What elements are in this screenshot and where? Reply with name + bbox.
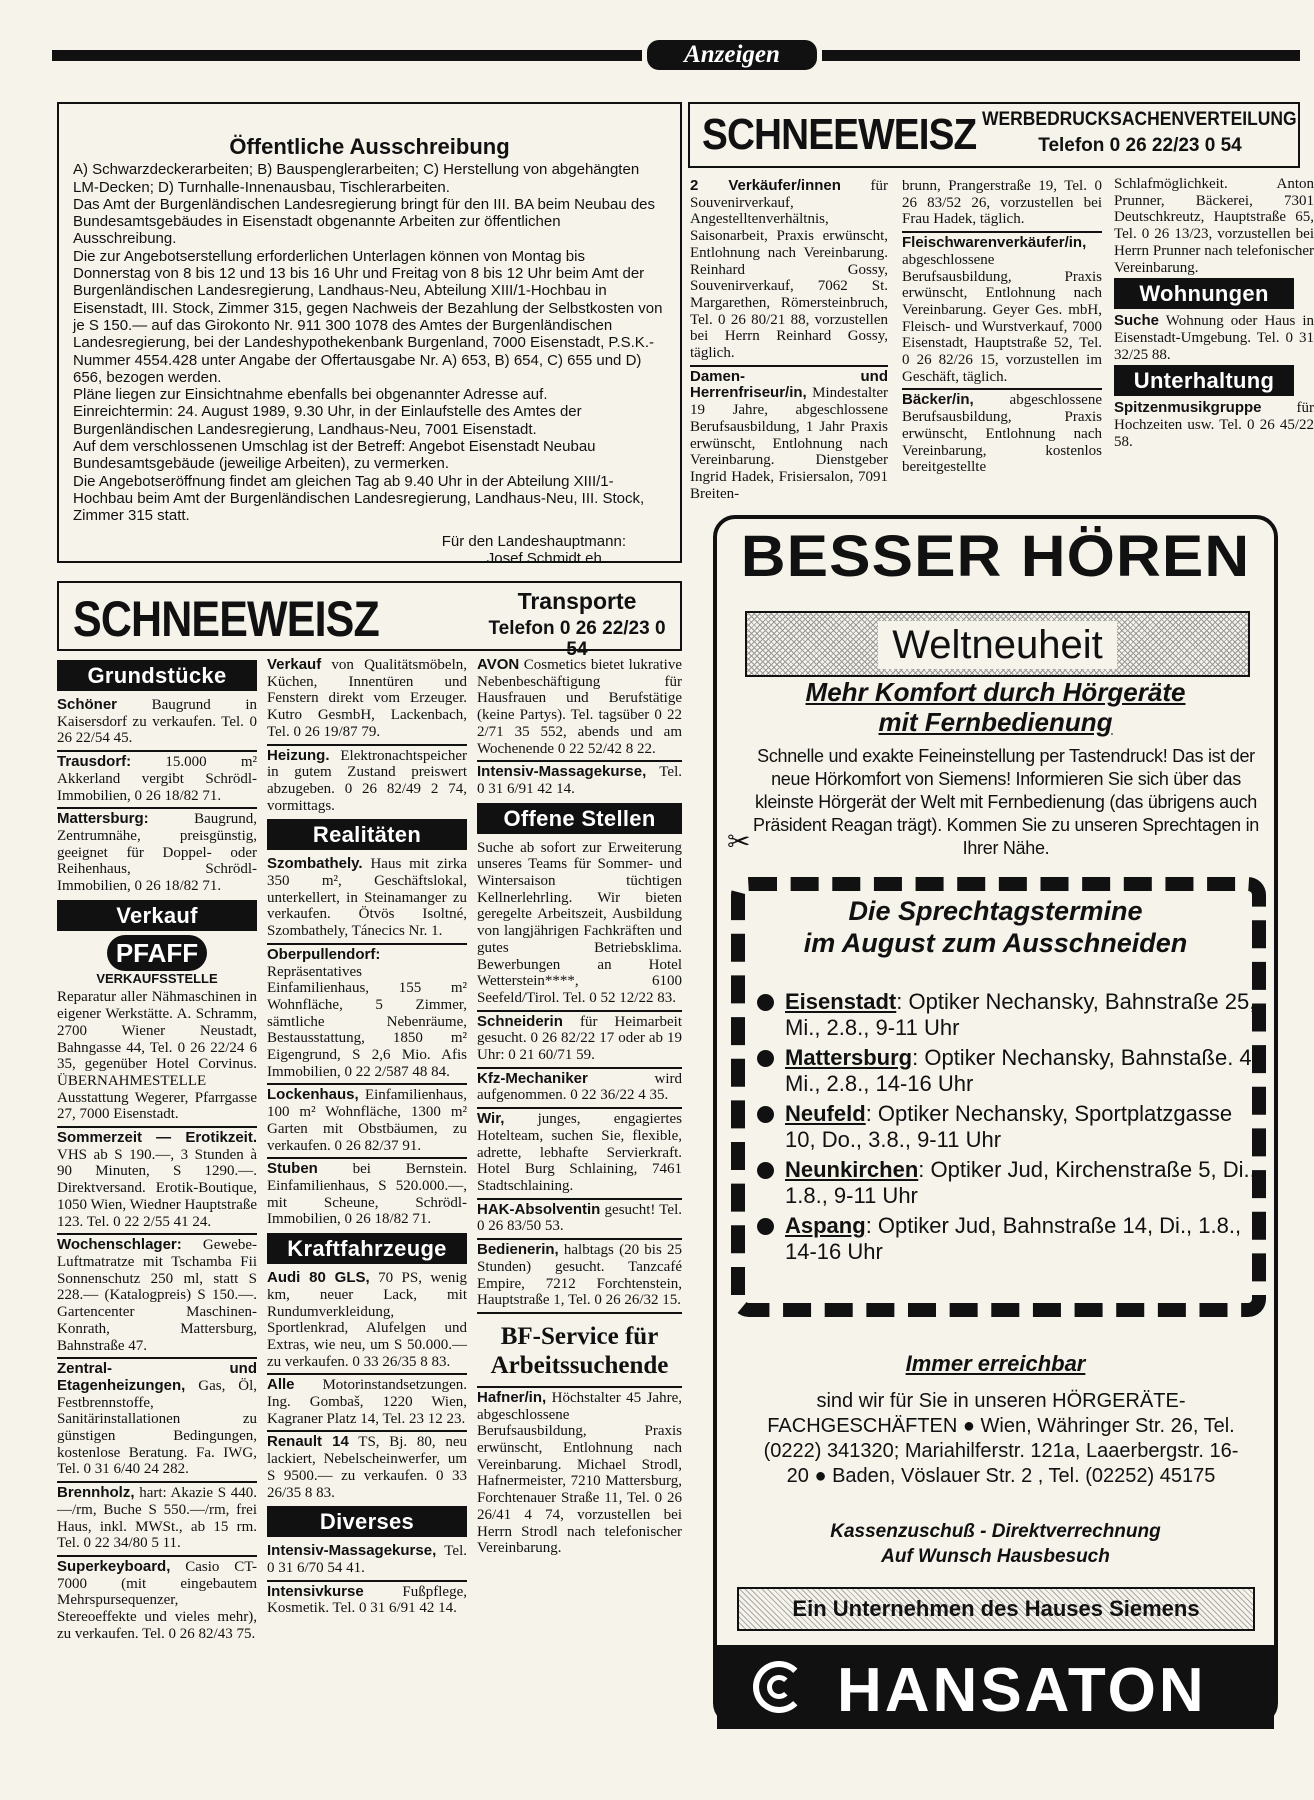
transporte-label: Transporte <box>517 588 637 614</box>
list-item: Superkeyboard, Casio CT-7000 (mit eingebautem Mehrspursequenzer, Stereoeffekte und vieles mehr), zu verkaufen. Tel. 0 26 82/43 75. <box>57 1557 258 1642</box>
jobs-column-1 <box>690 176 888 505</box>
siemens-banner: Ein Unternehmen des Hauses Siemens <box>737 1587 1255 1631</box>
coupon-title: Die Sprechtagstermine im August zum Ausschneiden <box>803 896 1188 958</box>
appointment-list <box>757 989 1267 1269</box>
schneeweisz-name: SCHNEEWEISZ <box>702 110 977 159</box>
list-item: Verkauf von Qualitätsmöbeln, Küchen, Innentüren und Fenstern direkt vom Erzeuger. Kutro GesmbH, Lackenbach, Tel. 0 26 19/87 79. <box>267 655 467 746</box>
tender-line: A) Schwarzdeckerarbeiten; B) Bauspenglerarbeiten; C) Herstellung von abgehängten LM-Decken; D) Turnhalle-Innenausbau, Tischlerarbeiten. <box>73 161 640 196</box>
tender-line: Auf dem verschlossenen Umschlag ist der Betreff: Angebot Eisenstadt Neubau Bundesamtsgebäude (jeweilige Arbeiten), zu vermerken. <box>73 438 596 473</box>
list-item: Neunkirchen: Optiker Jud, Kirchenstraße 5, Di., 1.8., 9-11 Uhr <box>757 1157 1267 1209</box>
transporte-phone: Telefon 0 26 22/23 0 54 <box>488 618 666 660</box>
pfaff-subtitle: VERKAUFSSTELLE <box>96 970 218 986</box>
list-item: Eisenstadt: Optiker Nechansky, Bahnstraße 25, Mi., 2.8., 9-11 Uhr <box>757 989 1267 1041</box>
tender-line: Die zur Angebotserstellung erforderlichen Unterlagen können von Montag bis Donnerstag von 8 bis 12 und 13 bis 16 Uhr und Freitag von 8 bis 12 Uhr beim Amt der Burgenländischen Landesregierung, Landhaus-Neu, Abteilung XIII/1-Hochbau in Eisenstadt, III. Stock, Zimmer 315, gegen Nachweis der Bezahlung der Selbstkosten von je S 150.— auf das Girokonto Nr. 911 300 1078 des Amtes der Burgenländischen Landesregierung, bei der Landeshypothekenbank Burgenland, 7000 Eisenstadt, P.S.K.-Nummer 4554.428 unter Angabe der Offertausgabe Nr. A) 653, B) 654, C) 655 und D) 656, bezogen werden. <box>73 247 663 386</box>
list-item: Intensivkurse Fußpflege, Kosmetik. Tel. 0 31 6/91 42 14. <box>267 1582 467 1617</box>
list-item: Oberpullendorf: Repräsentatives Einfamilienhaus, 155 m² Wohnfläche, 5 Zimmer, sämtliche Nebenräume, Bestausstattung, 1850 m² Eigengrund, S 2,6 Mio. Afis Immobilien, 0 22 2/587 48 84. <box>267 945 467 1086</box>
hansaton-logo <box>717 1645 1274 1729</box>
list-item: 2 Verkäufer/innen für Souvenirverkauf, Angestelltenverhältnis, Saisonarbeit, Praxis erwünscht, Entlohnung nach Vereinbarung. Reinhard Gossy, Souvenirverkauf, 7062 St. Margarethen, Römersteinbruch, Tel. 0 26 80/21 88, vorzustellen bei Herrn Reinhard Gossy, täglich. <box>690 176 888 367</box>
header-rule-right <box>822 50 1300 61</box>
classifieds-column-b <box>267 655 467 1620</box>
schneeweisz-transporte-ad <box>57 581 682 660</box>
bullet-icon <box>757 1162 774 1179</box>
list-item: Fleischwarenverkäufer/in, abgeschlossene Berufsausbildung, Praxis erwünscht, Entlohnung nach Vereinbarung. Geyer Ges. mbH, Fleisch- und Wurstverkauf, 7000 Eisenstadt, Hauptstraße 52, Tel. 0 26 82/26 15, vorzustellen im Geschäft, täglich. <box>902 233 1102 390</box>
weltneuheit-label: Weltneuheit <box>878 621 1117 669</box>
logo-ring-inner-icon <box>767 1675 791 1699</box>
list-item: Schlafmöglichkeit. Anton Prunner, Bäckerei, 7301 Deutschkreutz, Hauptstraße 65, Tel. 0 26 13/23, vorzustellen bei Herrn Prunner nach telefonischer Vereinbarung. <box>1114 176 1314 276</box>
schneeweisz-name: SCHNEEWEISZ <box>73 591 379 647</box>
list-item: Schneiderin für Heimarbeit gesucht. 0 26 82/22 17 oder ab 19 Uhr: 0 21 60/71 59. <box>477 1012 682 1069</box>
classifieds-column-a <box>57 658 257 1645</box>
jobs-column-2 <box>902 176 1102 479</box>
bf-service-heading: BF-Service für Arbeitssuchende <box>477 1314 682 1388</box>
list-item: Suche ab sofort zur Erweiterung unseres Teams für Sommer- und Wintersaison tüchtigen Kellnerlehrling. Wir bieten geregelte Arbeitszeit, Ausbildung von langjährigen Fachkräften und gutes Betriebsklima. Bewerbungen an Hotel Wetterstein****, 6100 Seefeld/Tirol. Tel. 0 52 12/22 83. <box>477 838 682 1012</box>
tender-title: Öffentliche Ausschreibung <box>229 134 510 159</box>
tender-line: Einreichtermin: 24. August 1989, 9.30 Uhr, in der Einlaufstelle des Amtes der Burgenländischen Landesregierung, Landhaus-Neu, 7001 Eisenstadt. <box>73 403 582 438</box>
list-item: Suche Wohnung oder Haus in Eisenstadt-Umgebung. Tel. 0 31 32/25 88. <box>1114 312 1314 363</box>
list-item: Mattersburg: Baugrund, Zentrumnähe, preisgünstig, geeignet für Doppel- oder Reihenhaus, Schrödl-Immobilien, 0 26 18/82 71. <box>57 810 257 895</box>
bullet-icon <box>757 1218 774 1235</box>
list-item: Intensiv-Massagekurse, Tel. 0 31 6/70 54 41. <box>267 1541 467 1581</box>
jobs-column-3 <box>1114 176 1314 506</box>
list-item: Audi 80 GLS, 70 PS, wenig km, neuer Lack, mit Rundumverkleidung, Sportlenkrad, Alufelgen und Extras, wie neu, um S 50.000.— zu verkaufen. 0 33 26/35 8 83. <box>267 1268 467 1375</box>
immer-heading: Immer erreichbar <box>905 1351 1086 1376</box>
tender-signature-name: Josef Schmidt eh. <box>486 549 606 567</box>
list-item: Bäcker/in, abgeschlossene Berufsausbildung, Praxis erwünscht, Entlohnung nach Vereinbarung, kostenlos bereitgestellte <box>902 391 1102 476</box>
category-heading-kraftfahrzeuge: Kraftfahrzeuge <box>267 1233 467 1264</box>
schneeweisz-line1: WERBEDRUCKSACHENVERTEILUNG <box>982 109 1297 130</box>
list-item: Trausdorf: 15.000 m² Akkerland vergibt Schrödl-Immobilien, 0 26 18/82 71. <box>57 752 257 809</box>
list-item: Lockenhaus, Einfamilienhaus, 100 m² Wohnfläche, 1300 m² Garten mit Obstbäumen, zu verkaufen. 0 26 82/37 91. <box>267 1085 467 1159</box>
ad-subtitle: Mehr Komfort durch Hörgeräte mit Fernbedienung <box>805 677 1186 737</box>
tender-line: Das Amt der Burgenländischen Landesregierung bringt für den III. BA beim Neubau des Bundesamtsgebäudes in Eisenstadt obgenannte Arbeiten zur öffentlichen Ausschreibung. <box>73 195 656 248</box>
pfaff-logo: PFAFF <box>107 935 207 971</box>
bullet-icon <box>757 1050 774 1067</box>
section-header <box>52 40 1300 70</box>
list-item: Neufeld: Optiker Nechansky, Sportplatzgasse 10, Do., 3.8., 9-11 Uhr <box>757 1101 1267 1153</box>
header-rule-left <box>52 50 642 61</box>
section-logo: Anzeigen <box>647 40 817 70</box>
list-item: AVON Cosmetics bietet lukrative Nebenbeschäftigung für Hausfrauen und Berufstätige (keine Partys). Tel. tagsüber 0 22 2/71 35 552, abends und am Wochenende 0 22 52/42 8 22. <box>477 655 682 762</box>
tender-signature: Für den Landeshauptmann: <box>441 532 626 550</box>
scissors-icon: ✂ <box>727 826 751 857</box>
list-item: Damen- und Herrenfriseur/in, Mindestalter 19 Jahre, abgeschlossene Berufsausbildung, 1 Jahr Praxis erwünscht, Entlohnung nach Vereinbarung. Dienstgeber Ingrid Hadek, Frisiersalon, 7091 Breiten- <box>690 367 888 502</box>
list-item: Hafner/in, Höchstalter 45 Jahre, abgeschlossene Berufsausbildung, Praxis erwünscht, Entlohnung nach Vereinbarung. Michael Strodl, Hafnermeister, 7210 Mattersburg, Forchtenauer Straße 11, Tel. 0 26 26/41 4 74, vorzustellen bei Herrn Strodl nach telefonischer Vereinbarung. <box>477 1388 682 1557</box>
classifieds-column-c <box>477 655 682 1560</box>
list-item: Zentral- und Etagenheizungen, Gas, Öl, Festbrennstoffe, Sanitärinstallationen zu günstigen Bedingungen, kostenlose Beratung. Fa. IWG, Tel. 0 31 6/40 24 282. <box>57 1359 257 1483</box>
category-heading-realitaeten: Realitäten <box>267 819 467 850</box>
tender-line: Pläne liegen zur Einsichtnahme ebenfalls bei obgenannter Adresse auf. <box>73 386 548 404</box>
ad-title: BESSER HÖREN <box>740 524 1251 589</box>
list-item: Heizung. Elektronachtspeicher in gutem Zustand preiswert abzugeben. 0 26 82/49 2 74, vormittags. <box>267 746 467 814</box>
bullet-icon <box>757 1106 774 1123</box>
list-item: Alle Motorinstandsetzungen. Ing. Gombaš, 1220 Wien, Kagraner Platz 14, Tel. 23 12 23. <box>267 1375 467 1432</box>
list-item: Bedienerin, halbtags (20 bis 25 Stunden) gesucht. Tanzcafé Empire, 7212 Forchtenstein, Hauptstraße 1, Tel. 0 26 26/32 15. <box>477 1240 682 1314</box>
category-heading-offene-stellen: Offene Stellen <box>477 803 682 834</box>
category-heading-diverses: Diverses <box>267 1506 467 1537</box>
tender-notice <box>57 102 682 567</box>
ad-body: Schnelle und exakte Feineinstellung per Tastendruck! Das ist der neue Hörkomfort von Siemens! Informieren Sie sich über das kleinste Hörgerät der Welt mit Fernbedienung (das übrigens auch Präsident Reagan trägt). Kommen Sie zu unseren Sprechtagen in Ihrer Nähe. <box>752 746 1259 858</box>
list-item: Spitzenmusikgruppe für Hochzeiten usw. Tel. 0 26 45/22 58. <box>1114 399 1314 450</box>
list-item: HAK-Absolventin gesucht! Tel. 0 26 83/50 53. <box>477 1200 682 1240</box>
list-item: Wir, junges, engagiertes Hotelteam, suchen Sie, flexible, adrette, lebhafte Servierkraft. Hotel Burg Schlaining, 7461 Stadtschlaining. <box>477 1109 682 1200</box>
list-item: Renault 14 TS, Bj. 80, neu lackiert, Nebelscheinwerfer, um S 9500.— zu verkaufen. 0 33 26/35 8 83. <box>267 1433 468 1501</box>
list-item: Aspang: Optiker Jud, Bahnstraße 14, Di., 1.8., 14-16 Uhr <box>757 1213 1267 1265</box>
list-item: Sommerzeit — Erotikzeit. VHS ab S 190.—, 3 Stunden à 90 Minuten, S 1290.—. Direktversand. Erotik-Boutique, 1050 Wien, Wiedner Hauptstraße 123. Tel. 0 22 2/55 41 24. <box>57 1128 257 1235</box>
category-heading-verkauf: Verkauf <box>57 900 257 931</box>
list-item: Wochenschlager: Gewebe-Luftmatratze mit Tschamba Fii Sonnenschutz 250 ml, statt S 228.— (Katalogpreis) S 150.—. Gartencenter Maschinen-Konrath, Mattersburg, Bahnstraße 47. <box>57 1235 257 1359</box>
list-item: Szombathely. Haus mit zirka 350 m², Geschäftslokal, unterkellert, in Steinamanger zu verkaufen. Ötvös Isoltné, Szombathely, Tánecics Nr. 1. <box>267 854 467 945</box>
tender-line: Die Angebotseröffnung findet am gleichen Tag ab 9.40 Uhr in der Abteilung XIII/1-Hochbau beim Amt der Burgenländischen Landesregierung, Landhaus-Neu, III. Stock, Zimmer 315 statt. <box>73 472 645 525</box>
list-item: Schöner Baugrund in Kaisersdorf zu verkaufen. Tel. 0 26 22/54 45. <box>57 695 257 752</box>
hansaton-ad <box>713 515 1278 1725</box>
list-item: Stuben bei Bernstein. Einfamilienhaus, S 520.000.—, mit Scheune, Schrödl-Immobilien, 0 26 18/82 71. <box>267 1160 467 1228</box>
list-item: Intensiv-Massagekurse, Tel. 0 31 6/91 42 14. <box>477 763 682 797</box>
category-heading-wohnungen: Wohnungen <box>1114 278 1294 309</box>
list-item: Kfz-Mechaniker wird aufgenommen. 0 22 36/22 4 35. <box>477 1069 682 1109</box>
logo-text: HANSATON <box>837 1656 1207 1725</box>
list-item: brunn, Prangerstraße 19, Tel. 0 26 83/52 26, vorzustellen bei Frau Hadek, täglich. <box>902 176 1102 233</box>
bullet-icon <box>757 994 774 1011</box>
list-item: Reparatur aller Nähmaschinen in eigener Werkstätte. A. Schramm, 2700 Wiener Neustadt, Bahngasse 44, Tel. 0 26 22/24 6 35, gegenüber Hotel Corvinus. ÜBERNAHMESTELLE Ausstattung Wegerer, Pfarrgasse 27, 7000 Eisenstadt. <box>57 987 257 1128</box>
category-heading-grundstuecke: Grundstücke <box>57 660 257 691</box>
schneeweisz-phone: Telefon 0 26 22/23 0 54 <box>1038 135 1242 156</box>
ad-note: Kassenzuschuß - Direktverrechnung Auf Wunsch Hausbesuch <box>830 1521 1161 1567</box>
list-item: Mattersburg: Optiker Nechansky, Bahnstaße. 4, Mi., 2.8., 14-16 Uhr <box>757 1045 1267 1097</box>
list-item: Brennholz, hart: Akazie S 440.—/rm, Buche S 550.—/rm, frei Haus, inkl. MWSt., ab 15 rm. Tel. 0 22 34/80 5 11. <box>57 1483 257 1557</box>
schneeweisz-werbung-ad <box>688 102 1300 168</box>
store-addresses: sind wir für Sie in unseren HÖRGERÄTE-FACHGESCHÄFTEN ● Wien, Währinger Str. 26, Tel. (0222) 341320; Mariahilferstr. 121a, Laaerbergstr. 16-20 ● Baden, Vöslauer Str. 2 , Tel. (02252) 45175 <box>763 1390 1239 1487</box>
category-heading-unterhaltung: Unterhaltung <box>1114 365 1294 396</box>
weltneuheit-banner <box>745 611 1250 677</box>
